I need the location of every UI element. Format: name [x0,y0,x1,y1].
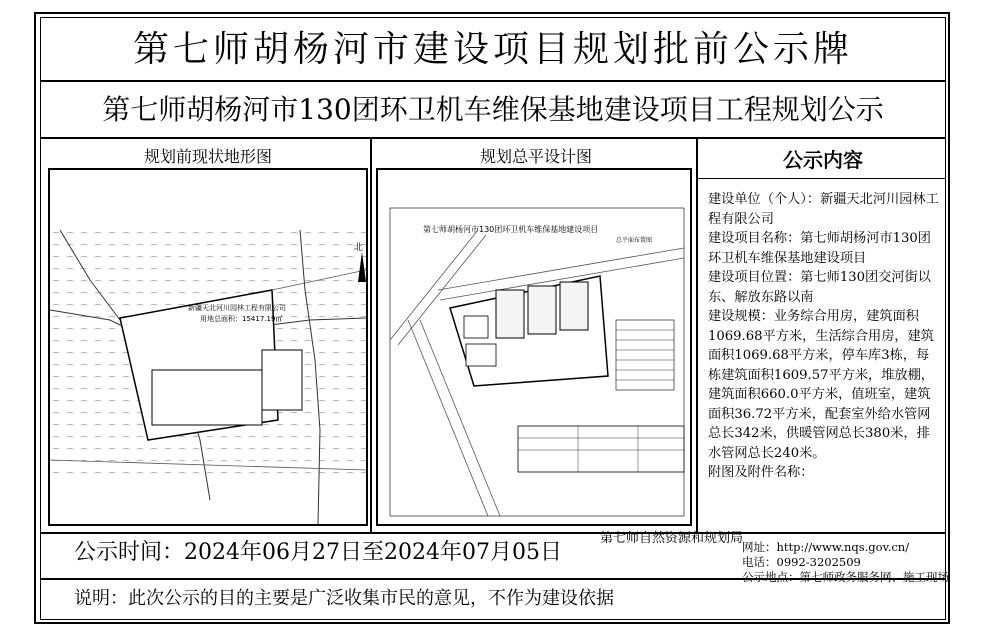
website-text: 网址：http://www.nqs.gov.cn/ [742,540,910,554]
divider-title [40,80,946,82]
page-title: 第七师胡杨河市建设项目规划批前公示牌 [132,29,853,70]
notice-content [708,190,942,483]
notice-line-unit: 建设单位（个人）：新疆天北河川园林工程有限公司 [708,192,939,227]
divider-subtitle [40,137,946,139]
plan-sheet-name: 总平面布置图 [616,237,653,244]
master-plan-drawing [376,168,692,526]
area-label: 用地总面积：15417.19㎡ [200,315,283,323]
issuing-bureau: 第七师自然资源和规划局 [600,531,744,546]
location-text: 公示地点：第七师政务服务网、施工现场 [742,570,949,584]
notice-line-project: 建设项目名称：第七师胡杨河市130团环卫机车维保基地建设项目 [708,231,931,266]
title-block [518,426,684,472]
site-topography-map [48,168,368,526]
divider-notice-head [697,178,946,179]
right-panel-caption: 规划总平设计图 [479,147,592,166]
notice-line-attachments: 附图及附件名称： [708,465,814,480]
notice-line-scale: 建设规模：业务综合用房，建筑面积1069.68平方米，生活综合用房，建筑面积1069.68平方米，停车库3栋，每栋建筑面积1609.57平方米，堆放棚，建筑面积660.0平方米，值班室，建筑面积36.72平方米，配套室外给水管网总长342米，供暖管网总长380米，排水管网总长240米。 [708,309,934,461]
owner-label: 新疆天北河川园林工程有限公司 [188,304,286,312]
notice-period: 公示时间：2024年06月27日至2024年07月05日 [74,540,562,565]
notice-heading: 公示内容 [783,148,863,172]
page-subtitle: 第七师胡杨河市130团环卫机车维保基地建设项目工程规划公示 [102,93,884,126]
phone-text: 电话：0992-3202509 [742,555,861,569]
plan-drawing [378,170,690,524]
disclaimer-note: 说明：此次公示的目的主要是广泛收集市民的意见，不作为建设依据 [74,588,614,609]
divider-notice [696,138,698,532]
contact-info [742,540,949,585]
divider-panels [370,138,372,532]
left-panel-caption: 规划前现状地形图 [143,147,272,166]
plan-drawing-title: 第七师胡杨河市130团环卫机车维保基地建设项目 [423,225,599,234]
divider-content [40,532,946,534]
north-label: 北 [354,243,364,253]
notice-line-location: 建设项目位置：第七师130团交河街以东、解放东路以南 [708,270,931,305]
topography-drawing [50,170,366,524]
